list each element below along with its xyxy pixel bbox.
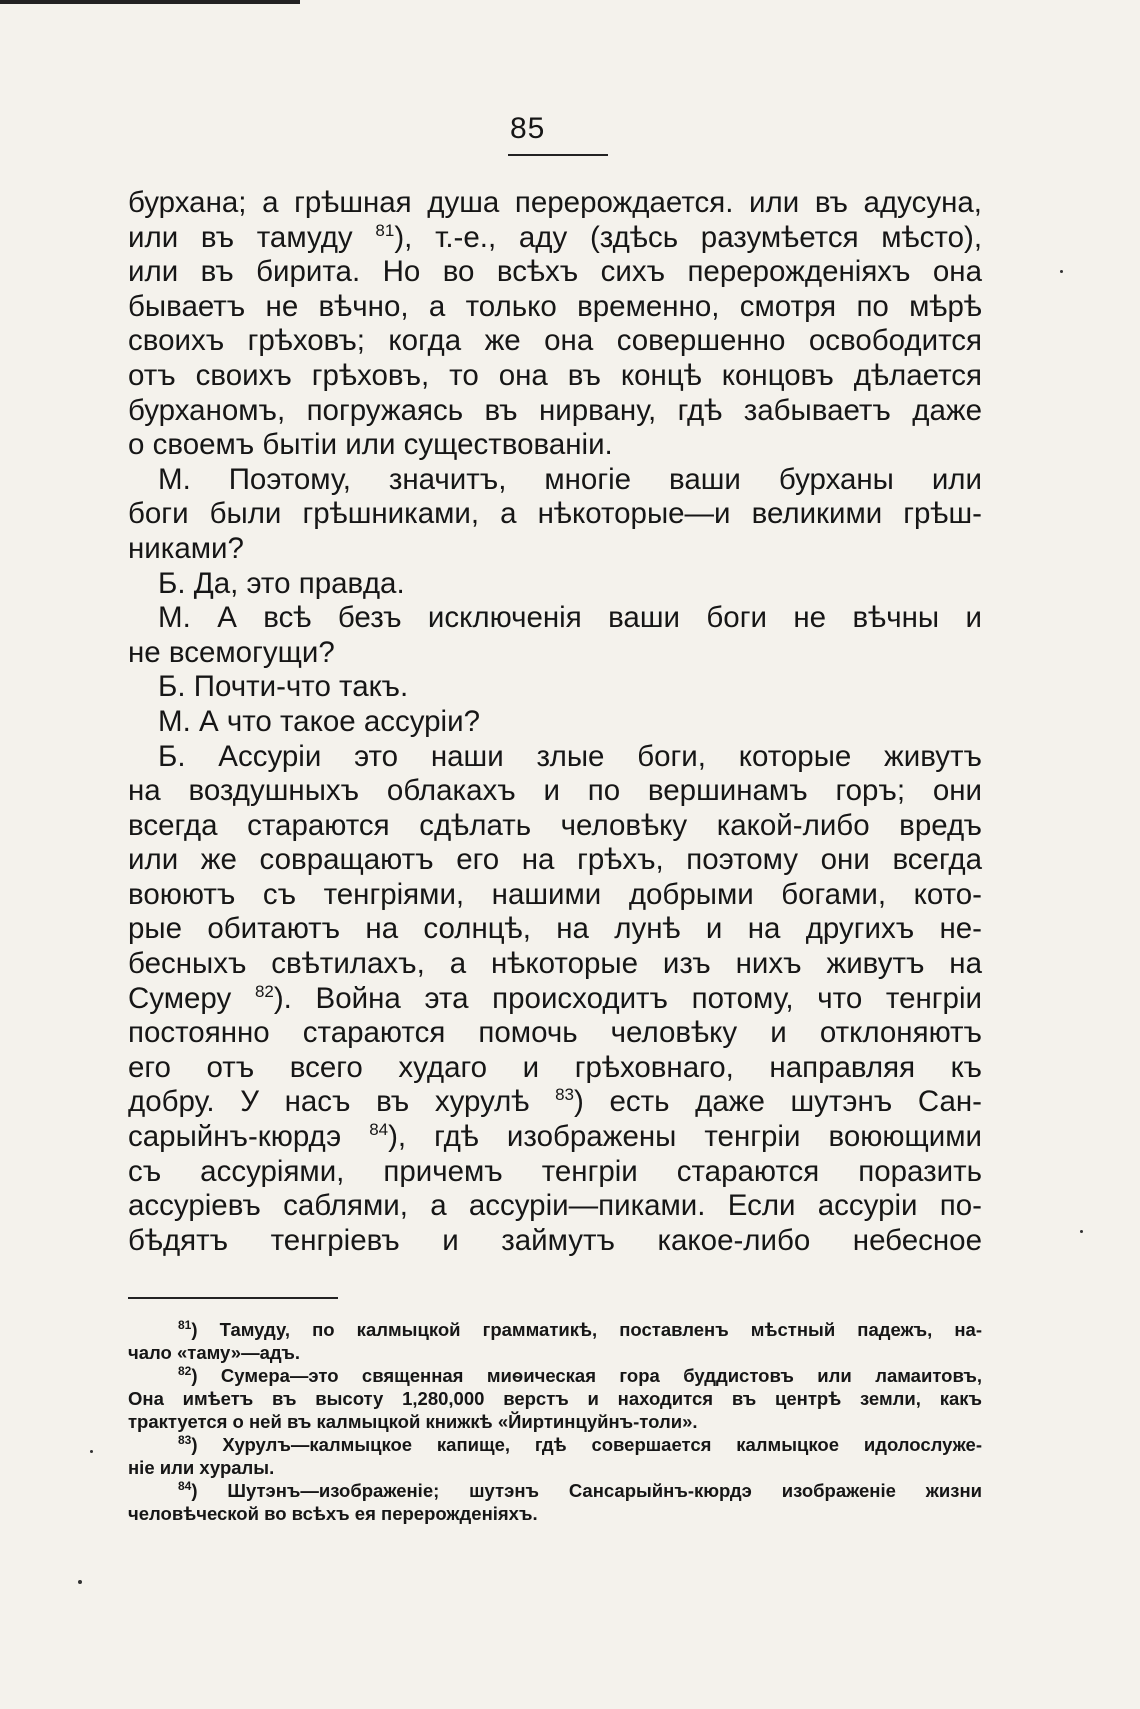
footnote-ref: 81: [375, 220, 395, 240]
text-line: сарыйнъ-кюрдэ $^{84}$), гдѣ изображены тенгріи воюющими: [128, 1120, 982, 1154]
footnote-line: трактуется о ней въ калмыцкой книжкѣ «Йиртинцуйнъ-толи».: [128, 1411, 698, 1432]
footnote-line: $^{81}$) Тамуду, по калмыцкой грамматикѣ, поставленъ мѣстный падежъ, на-: [178, 1318, 982, 1340]
footnote-line: $^{82}$) Сумера—это священная миѳическая гора буддистовъ или ламаитовъ,: [178, 1364, 982, 1386]
footnote-separator: [128, 1297, 338, 1299]
text-line: бѣдятъ тенгріевъ и займутъ какое-либо небесное: [128, 1223, 982, 1257]
page-number: 85: [510, 112, 546, 145]
body-text: [128, 186, 982, 1258]
footnote-line: человѣческой во всѣхъ ея перерожденіяхъ.: [128, 1503, 538, 1524]
text-line: Сумеру $^{82}$). Война эта происходитъ потому, что тенгріи: [128, 981, 982, 1015]
text-line: постоянно стараются помочь человѣку и отклоняютъ: [128, 1016, 982, 1050]
text-line: его отъ всего худаго и грѣховнаго, направляя къ: [128, 1050, 982, 1084]
footnote-ref: 83: [555, 1085, 575, 1105]
footnote-ref: 82: [254, 981, 274, 1001]
text-line: не всемогущи?: [128, 635, 335, 669]
scan-edge: [0, 0, 300, 4]
text-line: ассуріевъ саблями, а ассуріи—пиками. Если ассуріи по-: [128, 1189, 982, 1223]
footnote-line: Она имѣетъ въ высоту 1,280,000 верстъ и находится въ центрѣ земли, какъ: [128, 1388, 982, 1409]
text-line: М. Поэтому, значитъ, многіе ваши бурханы или: [158, 462, 982, 496]
text-line: на воздушныхъ облакахъ и по вершинамъ горъ; они: [128, 774, 982, 808]
text-line: о своемъ бытіи или существованіи.: [128, 428, 613, 462]
footnote-line: $^{84}$) Шутэнъ—изображеніе; шутэнъ Сансарыйнъ-кюрдэ изображеніе жизни: [178, 1479, 982, 1501]
scan-speck: [1080, 1230, 1083, 1233]
footnote-line: $^{83}$) Хурулъ—калмыцкое капище, гдѣ совершается калмыцкое идолослуже-: [178, 1433, 982, 1455]
footnotes: [128, 1318, 982, 1525]
footnote-line: чало «таму»—адъ.: [128, 1342, 301, 1363]
footnote-mark: 82: [178, 1364, 192, 1378]
scan-speck: [78, 1580, 82, 1584]
text-line: всегда стараются сдѣлать человѣку какой-либо вредъ: [128, 808, 982, 842]
text-line: или же совращаютъ его на грѣхъ, поэтому они всегда: [128, 843, 982, 877]
text-line: Б. Ассуріи это наши злые боги, которые живутъ: [158, 739, 982, 773]
footnote-ref: 84: [369, 1120, 389, 1140]
text-line: бесныхъ свѣтилахъ, а нѣкоторые изъ нихъ живутъ на: [128, 947, 982, 981]
text-line: добру. У насъ въ хурулѣ $^{83}$) есть даже шутэнъ Сан-: [128, 1085, 982, 1119]
text-line: бурхана; а грѣшная душа перерождается. или въ адусуна,: [128, 186, 982, 219]
text-line: съ ассуріями, причемъ тенгріи стараются поразить: [128, 1154, 982, 1188]
text-line: Б. Да, это правда.: [158, 566, 405, 600]
text-line: рые обитаютъ на солнцѣ, на лунѣ и на другихъ не-: [128, 912, 982, 946]
footnote-mark: 81: [178, 1318, 192, 1332]
text-line: М. А что такое ассуріи?: [158, 704, 480, 738]
footnote-line: ніе или хуралы.: [128, 1457, 275, 1478]
scan-speck: [90, 1450, 93, 1453]
text-line: воюютъ съ тенгріями, нашими добрыми богами, кото-: [128, 877, 982, 911]
page-number-rule: [508, 154, 608, 156]
scan-speck: [1060, 270, 1063, 273]
text-line: или въ тамуду $^{81}$), т.-е., аду (здѣсь разумѣется мѣсто),: [128, 220, 983, 254]
text-line: своихъ грѣховъ; когда же она совершенно освободится: [128, 324, 982, 358]
text-line: Б. Почти-что такъ.: [158, 670, 409, 704]
text-line: М. А всѣ безъ исключенія ваши боги не вѣчны и: [158, 601, 982, 635]
text-line: или въ бирита. Но во всѣхъ сихъ перерожденіяхъ она: [128, 255, 982, 289]
text-line: бурханомъ, погружаясь въ нирвану, гдѣ забываетъ даже: [128, 393, 982, 427]
text-line: никами?: [128, 531, 244, 565]
text-line: боги были грѣшниками, а нѣкоторые—и великими грѣш-: [128, 497, 982, 531]
footnote-mark: 83: [178, 1433, 192, 1447]
text-line: отъ своихъ грѣховъ, то она въ концѣ концовъ дѣлается: [128, 358, 982, 392]
text-line: бываетъ не вѣчно, а только временно, смотря по мѣрѣ: [128, 289, 982, 323]
footnote-mark: 84: [178, 1479, 192, 1493]
